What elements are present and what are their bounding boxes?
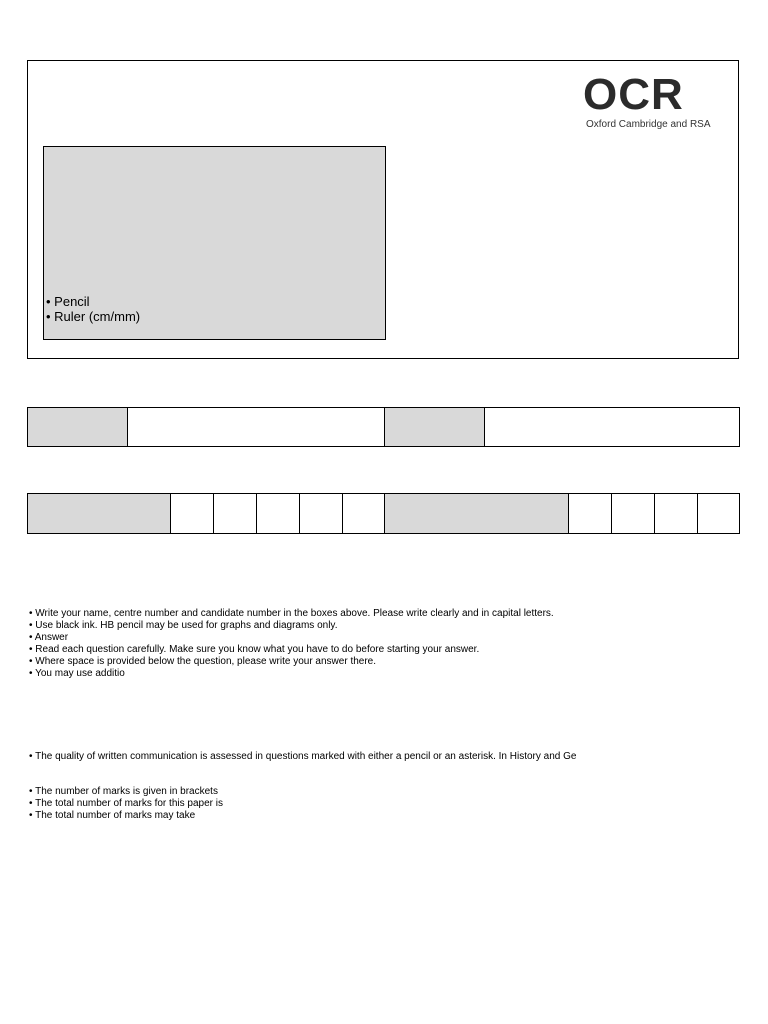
- forename-label-cell: [28, 408, 128, 446]
- candidate-number-digit-box[interactable]: [698, 494, 740, 533]
- surname-field[interactable]: [485, 408, 740, 446]
- instruction-item: • Answer: [29, 632, 69, 643]
- ocr-logo: [583, 70, 723, 133]
- marks-info-list: [29, 786, 223, 822]
- instruction-item: • Write your name, centre number and candidate number in the boxes above. Please write clearly and in capital letters.: [29, 608, 554, 619]
- candidate-name-row: [27, 407, 740, 447]
- instruction-item: • The total number of marks for this paper is: [29, 798, 223, 809]
- ocr-logo-wordmark: OCR: [583, 70, 684, 119]
- centre-number-digit-box[interactable]: [257, 494, 300, 533]
- materials-item: • Ruler (cm/mm): [46, 309, 141, 324]
- candidate-number-row: [27, 493, 740, 534]
- instruction-item: • The number of marks is given in brackets: [29, 786, 218, 797]
- materials-item: • Pencil: [46, 294, 90, 309]
- candidate-number-digit-box[interactable]: [655, 494, 698, 533]
- ocr-logo-subtitle: Oxford Cambridge and RSA: [586, 119, 711, 130]
- centre-number-digit-box[interactable]: [300, 494, 343, 533]
- materials-box: [43, 146, 386, 340]
- centre-number-digit-box[interactable]: [214, 494, 257, 533]
- candidate-number-label-cell: [385, 494, 569, 533]
- centre-number-digit-box[interactable]: [171, 494, 214, 533]
- materials-list: [46, 294, 140, 324]
- instruction-item: • Where space is provided below the question, please write your answer there.: [29, 656, 377, 667]
- centre-number-digit-box[interactable]: [343, 494, 386, 533]
- instruction-item: • The total number of marks may take: [29, 810, 196, 821]
- candidate-number-digit-box[interactable]: [612, 494, 655, 533]
- forename-field[interactable]: [128, 408, 385, 446]
- communication-note-list: [29, 751, 576, 763]
- candidate-number-digit-box[interactable]: [569, 494, 612, 533]
- centre-number-label-cell: [28, 494, 171, 533]
- surname-label-cell: [385, 408, 485, 446]
- instruction-item: • You may use additio: [29, 668, 125, 679]
- instruction-item: • Read each question carefully. Make sure you know what you have to do before starting your answer.: [29, 644, 480, 655]
- instruction-item: • Use black ink. HB pencil may be used for graphs and diagrams only.: [29, 620, 338, 631]
- instruction-item: • The quality of written communication is assessed in questions marked with either a pencil or an asterisk. In History and Ge: [29, 751, 577, 762]
- instructions-list: [29, 608, 554, 680]
